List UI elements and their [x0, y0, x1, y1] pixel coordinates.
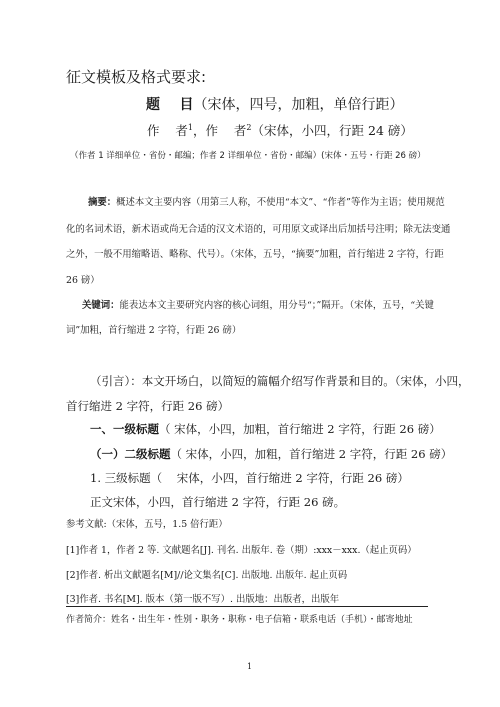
intro-line-2: 首行缩进 2 字符，行距 26 磅）: [66, 399, 230, 413]
references-label: 参考文献:（宋体，五号，1.5 倍行距）: [66, 519, 228, 530]
keywords-line-2: 词”加粗，首行缩进 2 字符，行距 26 磅）: [66, 325, 242, 336]
reference-item: [3]作者. 书名[M]. 版本（第一版不写）. 出版地：出版者，出版年: [66, 594, 340, 605]
reference-item: [2]作者. 析出文献题名[M]//论文集名[C]. 出版地. 出版年. 起止页码: [66, 570, 348, 581]
abstract-line-1: [88, 194, 445, 208]
header-title: 征文模板及格式要求:: [66, 68, 207, 86]
author-note: （宋体，小四，行距 24 磅）: [251, 123, 413, 138]
abstract-line-4: 26 磅）: [66, 275, 100, 286]
paper-title: [146, 94, 404, 114]
page-number: 1: [247, 662, 253, 671]
author-bio: 作者简介：姓名・出生年・性别・职务・职称・电子信箱・联系电话（手机）・邮寄地址: [66, 615, 413, 625]
keywords-text-1: 能表达本文主要研究内容的核心词组，用分号“；”隔开。（宋体，五号，“关键: [119, 300, 434, 311]
heading-level-1: [90, 421, 441, 437]
paper-title-note: （宋体，四号，加粗，单倍行距）: [193, 97, 404, 113]
footnote-divider: [66, 606, 428, 607]
intro-line-1: （引言）：本文开场白，以简短的篇幅介绍写作背景和目的。（宋体，小四，: [90, 374, 470, 388]
author-separator: ，: [193, 123, 206, 138]
heading-1-note: （ 宋体，小四，加粗，首行缩进 2 字符，行距 26 磅）: [159, 422, 441, 436]
paper-title-label: 题 目: [146, 97, 194, 113]
author-1: 作 者: [147, 123, 188, 138]
heading-level-3: 1. 三级标题（ 宋体，小四，首行缩进 2 字符，行距 26 磅）: [90, 471, 409, 485]
abstract-text-1: 概述本文主要内容（用第三人称，不使用“本文”、“作者”等作为主语；使用规范: [116, 197, 445, 208]
abstract-line-3: 之外，一般不用缩略语、略称、代号）。（宋体，五号，“摘要”加粗，首行缩进 2 字符，行距: [66, 249, 444, 260]
abstract-label: 摘要：: [88, 197, 117, 208]
heading-2-note: （ 宋体，小四，加粗，首行缩进 2 字符，行距 26 磅）: [170, 447, 453, 461]
keywords-line-1: [82, 297, 434, 311]
heading-level-2: [90, 446, 452, 462]
abstract-line-2: 化的名词术语，新术语或尚无合适的汉文术语的，可用原文或译出后加括号注明；除无法变通: [66, 224, 451, 235]
heading-2-label: （一）二级标题: [90, 447, 171, 461]
author-2: 作 者: [205, 123, 247, 138]
keywords-label: 关键词：: [82, 300, 120, 311]
author-2-superscript: 2: [246, 122, 252, 132]
affiliation-line: （作者 1 详细单位・省份・邮编；作者 2 详细单位・省份・邮编）(宋体・五号・行距 26 磅）: [70, 151, 426, 161]
heading-1-label: 一、一级标题: [90, 422, 159, 436]
author-line: [147, 121, 413, 139]
reference-item: [1]作者 1，作者 2 等. 文献题名[J]. 刊名. 出版年. 卷（期）:xxx－xxx.（起止页码）: [66, 545, 417, 556]
body-text: 正文宋体，小四，首行缩进 2 字符，行距 26 磅。: [90, 495, 346, 509]
author-1-superscript: 1: [187, 122, 193, 132]
